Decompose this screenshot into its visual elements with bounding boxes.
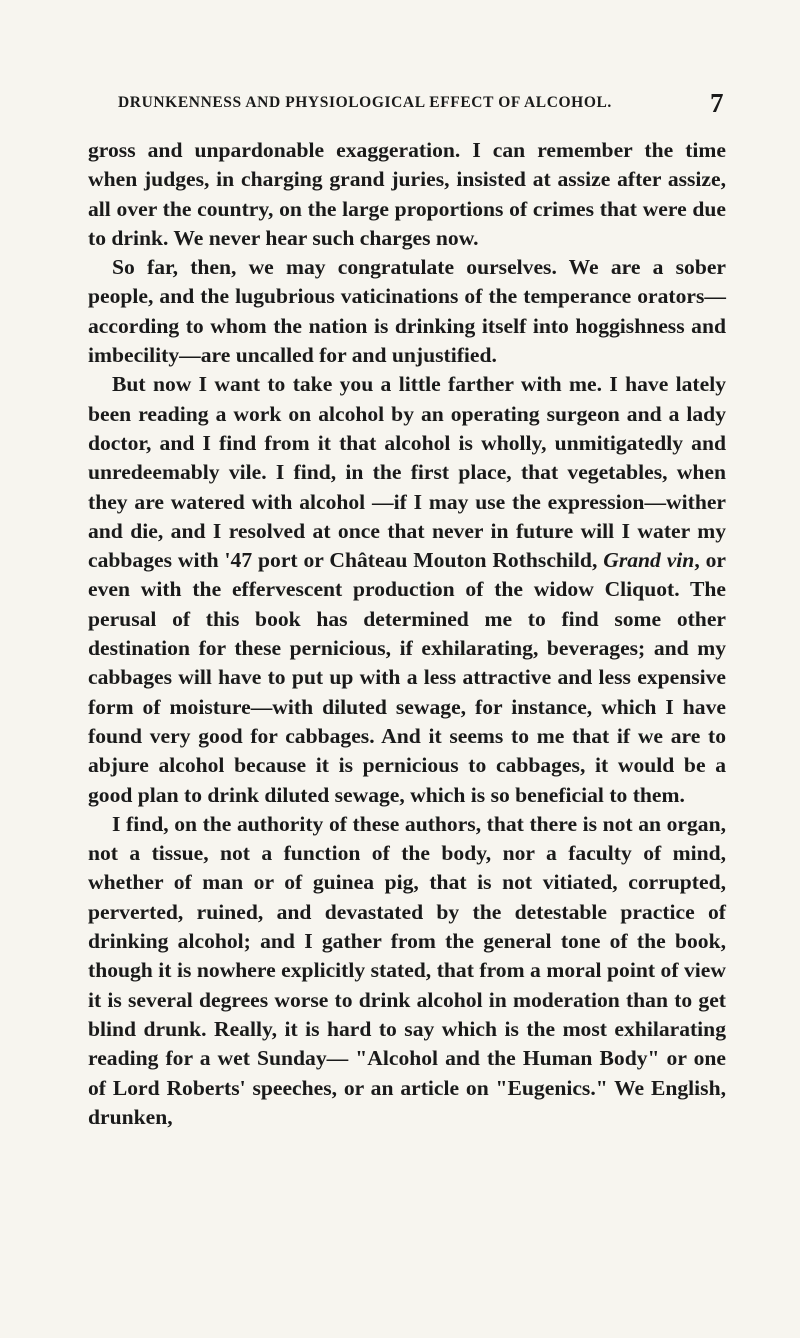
paragraph-1: gross and unpardonable exaggeration. I can remember the time when judges, in charging grand juries, insisted at assize after assize, all over the country, on the large proportions of crimes that were due to drink. We never hear such charges now. <box>88 138 726 250</box>
paragraph-3 <box>88 370 726 809</box>
body-text <box>88 136 726 1132</box>
page-number: 7 <box>710 88 724 118</box>
paragraph-3-text-b: , or even with the effervescent production of the widow Cliquot. The perusal of this book has determined me to find some other destination for these pernicious, if exhilarating, beverages; and my cabbages will have to put up with a less attractive and less expensive form of moisture—with diluted sewage, for instance, which I have found very good for cabbages. And it seems to me that if we are to abjure alcohol because it is pernicious to cabbages, it would be a good plan to drink diluted sewage, which is so beneficial to them. <box>88 548 726 807</box>
paragraph-4: I find, on the authority of these authors, that there is not an organ, not a tissue, not a function of the body, nor a faculty of mind, whether of man or of guinea pig, that is not vitiated, corrupted, perverted, ruined, and devastated by the detestable practice of drinking alcohol; and I gather from the general tone of the book, though it is nowhere explicitly stated, that from a moral point of view it is several degrees worse to drink alcohol in moderation than to get blind drunk. Really, it is hard to say which is the most exhilarating reading for a wet Sunday— "Alcohol and the Human Body" or one of Lord Roberts' speeches, or an article on "Eugenics." We English, drunken, <box>88 811 726 1129</box>
paragraph-2: So far, then, we may congratulate ourselves. We are a sober people, and the lugubrious vaticinations of the temperance orators—according to whom the nation is drinking itself into hoggishness and imbecility—are uncalled for and unjustified. <box>88 255 726 368</box>
paragraph-3-text-a: But now I want to take you a little farther with me. I have lately been reading a work on alcohol by an operating surgeon and a lady doctor, and I find from it that alcohol is wholly, unmitigatedly and unredeemably vile. I find, in the first place, that vegetables, when they are watered with alcohol —if I may use the expression—wither and die, and I resolved at once that never in future will I water my cabbages with '47 port or Château Mouton Rothschild, <box>88 372 726 573</box>
paragraph-3-italic: Grand vin <box>603 548 695 573</box>
running-title: DRUNKENNESS AND PHYSIOLOGICAL EFFECT OF ALCOHOL. <box>118 94 612 111</box>
running-head <box>0 90 800 120</box>
